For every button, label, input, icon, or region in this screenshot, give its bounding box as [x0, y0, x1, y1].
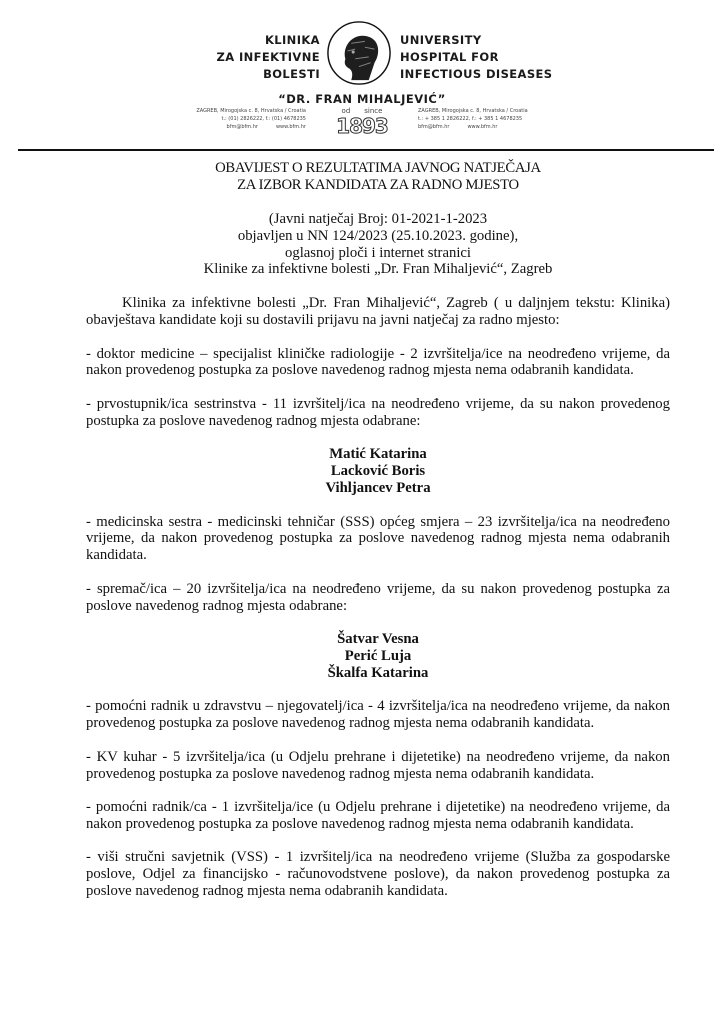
- founded-year: 1893: [336, 114, 388, 138]
- contact-web[interactable]: www.bfm.hr: [467, 124, 498, 130]
- letterhead-contact-row: [0, 107, 724, 143]
- letterhead-line: UNIVERSITY: [400, 33, 482, 47]
- letterhead-line: HOSPITAL FOR: [400, 50, 499, 64]
- document-title: [86, 160, 670, 194]
- candidate-name: Matić Katarina: [329, 446, 427, 463]
- tender-reference-line: oglasnoj ploči i internet stranici: [285, 244, 471, 261]
- tender-reference: [86, 211, 670, 278]
- candidate-name: Perić Luja: [344, 647, 412, 664]
- letterhead-line: BOLESTI: [263, 67, 320, 81]
- position-item: - pomoćni radnik/ca - 1 izvršitelja/ice (u Odjelu prehrane i dijetetike) na neodređeno vrijeme, da nakon provedenog postupka za poslove navedenog radnog mjesta nema odabranih kandidata.: [86, 799, 670, 832]
- letterhead: [0, 0, 724, 148]
- contact-address: ZAGREB, Mirogojska c. 8, Hrvatska / Croatia: [196, 108, 306, 114]
- contact-block-english: [418, 107, 528, 131]
- letterhead-line: ZA INFEKTIVNE: [216, 50, 320, 64]
- tender-reference-line: (Javni natječaj Broj: 01-2021-1-2023: [268, 211, 488, 227]
- position-item: - spremač/ica – 20 izvršitelja/ica na neodređeno vrijeme, da su nakon provedenog postupka za poslove navedenog radnog mjesta odabrane:: [86, 580, 670, 614]
- contact-email[interactable]: bfm@bfm.hr: [226, 124, 258, 130]
- contact-phone: t.: (01) 2826222, f.: (01) 4678235: [221, 116, 306, 122]
- founded-label-hr: od: [341, 107, 351, 115]
- candidate-name: Škalfa Katarina: [327, 664, 429, 681]
- position-item: - prvostupnik/ica sestrinstva - 11 izvršitelj/ica na neodređeno vrijeme, da su nakon provedenog postupka za poslove navedenog radnog mjesta odabrane:: [86, 395, 670, 429]
- candidate-name: Lacković Boris: [330, 463, 426, 480]
- intro-paragraph: Klinika za infektivne bolesti „Dr. Fran Mihaljević“, Zagreb ( u daljnjem tekstu: Klinika) obavještava kandidate koji su dostavili prijavu na javni natječaj za radno mjesto:: [86, 295, 670, 328]
- contact-block-croatian: [196, 107, 306, 131]
- candidate-name: Vihljancev Petra: [325, 479, 431, 496]
- title-line: OBAVIJEST O REZULTATIMA JAVNOG NATJEČAJA: [215, 160, 541, 176]
- letterhead-croatian-name: [217, 32, 320, 83]
- contact-email[interactable]: bfm@bfm.hr: [418, 124, 450, 130]
- contact-phone: t.: + 385 1 2826222, f.: + 385 1 4678235: [418, 116, 523, 122]
- document-body: [86, 160, 670, 900]
- tender-reference-line: Klinike za infektivne bolesti „Dr. Fran Mihaljević“, Zagreb: [203, 261, 553, 278]
- letterhead-namesake: “DR. FRAN MIHALJEVIĆ”: [278, 92, 446, 106]
- portrait-medallion-icon: [326, 20, 392, 86]
- founded-block: [322, 107, 402, 137]
- letterhead-line: KLINIKA: [264, 33, 320, 47]
- letterhead-name-row: [0, 20, 724, 90]
- candidate-name: Šatvar Vesna: [337, 631, 419, 648]
- tender-reference-line: objavljen u NN 124/2023 (25.10.2023. godine),: [237, 227, 519, 244]
- selected-candidates: [86, 631, 670, 681]
- letterhead-line: INFECTIOUS DISEASES: [400, 67, 553, 81]
- position-item: - pomoćni radnik u zdravstvu – njegovatelj/ica - 4 izvršitelja/ica na neodređeno vrijeme, da nakon provedenog postupka za poslove navedenog radnog mjesta nema odabranih kandidata.: [86, 698, 670, 732]
- position-item: - medicinska sestra - medicinski tehničar (SSS) općeg smjera – 23 izvršitelja/ica na neodređeno vrijeme, da nakon provedenog postupka za poslove navedenog radnog mjesta nema odabranih kandidata.: [86, 513, 670, 564]
- position-item: - doktor medicine – specijalist kliničke radiologije - 2 izvršitelja/ice na neodređeno vrijeme, da nakon provedenog postupka za poslove navedenog radnog mjesta nema odabranih kandidata.: [86, 345, 670, 379]
- founded-label-en: since: [364, 107, 383, 115]
- contact-web[interactable]: www.bfm.hr: [275, 124, 306, 130]
- title-line: ZA IZBOR KANDIDATA ZA RADNO MJESTO: [237, 177, 519, 193]
- position-item: - viši stručni savjetnik (VSS) - 1 izvršitelj/ica na neodređeno vrijeme (Služba za gospodarske poslove, Odjel za financijsko - računovodstvene poslove), da nakon provedenog postupka za poslove navedenog radnog mjesta nema odabranih kandidata.: [86, 849, 670, 900]
- contact-address: ZAGREB, Mirogojska c. 8, Hrvatska / Croatia: [418, 108, 528, 114]
- letterhead-english-name: [400, 32, 552, 83]
- header-divider: [18, 149, 714, 151]
- selected-candidates: [86, 446, 670, 496]
- position-item: - KV kuhar - 5 izvršitelja/ica (u Odjelu prehrane i dijetetike) na neodređeno vrijeme, da nakon provedenog postupka za poslove navedenog radnog mjesta nema odabranih kandidata.: [86, 748, 670, 782]
